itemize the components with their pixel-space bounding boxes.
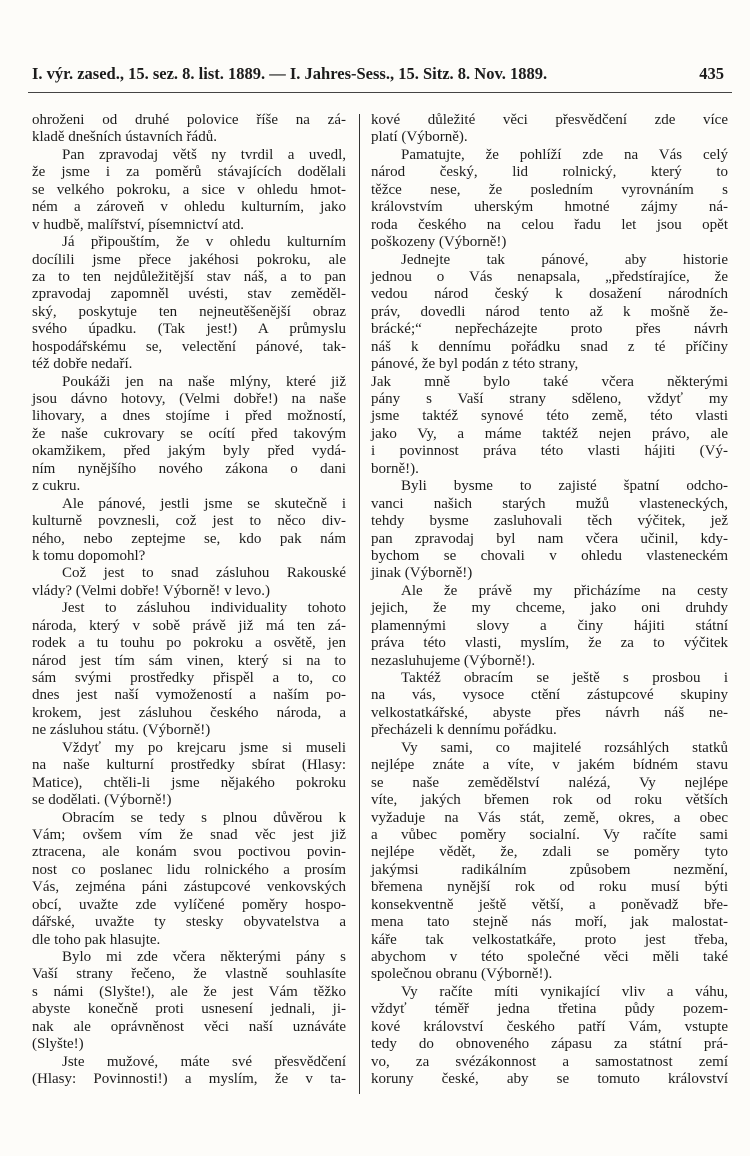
text-line: Poukáži jen na naše mlýny, které již: [62, 373, 346, 390]
text-line: vlády? (Velmi dobře! Výborně! v levo.): [32, 582, 270, 599]
text-line: lihovary, a dnes stojíme i před možností,: [32, 408, 346, 425]
text-line: Bylo mi zde včera některými pány s: [62, 949, 346, 965]
text-line: nejlépe znáte a víte, v jakém bídném stavu: [371, 757, 728, 774]
text-line: jsou dávno hotovy, (Velmi dobře!) na naše: [32, 391, 346, 407]
text-line: pány s Vaší strany sděleno, vždyť my: [371, 391, 728, 407]
paragraph: [371, 112, 728, 147]
paragraph: [32, 600, 346, 740]
text-line: roda českého na celou řadu let jsou opět: [371, 216, 728, 233]
text-line: národa, který v sobě právě již má ten zá-: [32, 617, 346, 634]
text-line: Vždyť my po krejcaru jsme si museli: [62, 739, 346, 756]
text-line: Taktéž obracím se ještě s prosbou i: [401, 670, 728, 686]
text-line: mena tato stejně nás moří, jak malostat-: [371, 914, 728, 931]
text-line: jako Vy, a máme taktéž nejen právo, ale: [371, 425, 728, 442]
header-title: I. výr. zased., 15. sez. 8. list. 1889. — I. Jahres-Sess., 15. Sitz. 8. Nov. 1889.: [32, 64, 548, 83]
text-line: jednou o Vás nenapsala, „předstírajíce, že: [371, 268, 728, 285]
text-line: Jednejte tak pánové, aby historie: [401, 251, 728, 268]
text-line: sám svými prostředky přispěl a to, co: [32, 670, 346, 686]
text-line: práva této vlasti, myslím, že za to výčitek: [371, 635, 728, 652]
text-line: za to ten nejdůležitější stav náš, a to pan: [32, 268, 346, 285]
text-line: v hudbě, malířství, písemnictví atd.: [32, 216, 245, 233]
text-line: kové království českého patří Vám, vstupte: [371, 1018, 728, 1035]
text-line: Byli bysme to zajisté špatní odcho-: [401, 478, 728, 495]
text-line: Vy račíte míti vynikající vliv a váhu,: [401, 983, 728, 1000]
paragraph: [371, 147, 728, 252]
text-line: abychom v této společné věci měli také: [371, 949, 728, 965]
text-line: kladě dnešních ústavních řádů.: [32, 129, 217, 146]
text-line: Jak mně bylo také včera některými: [371, 373, 728, 390]
text-line: dle toho pak hlasujte.: [32, 931, 161, 948]
text-line: (Slyšte!): [32, 1036, 84, 1053]
text-line: obcí, uvažte zde vylíčené poměry hospo-: [32, 896, 346, 913]
text-line: svého úpadku. (Tak jest!) A průmyslu: [32, 321, 346, 338]
text-line: dnes jest naší vymožeností a naším po-: [32, 687, 346, 704]
text-line: Vaší strany řečeno, že vlastně souhlasíte: [32, 966, 346, 983]
text-line: Matice), chtěli-li jsme nějakého pokroku: [32, 774, 346, 791]
text-line: i povinnost práva této vlasti hájiti (Vý-: [371, 443, 728, 460]
text-line: nejlépe vědět, že, zdali se poměry tyto: [371, 844, 728, 861]
text-line: platí (Výborně).: [371, 129, 468, 146]
text-line: Vás, zejména páni zástupcové venkovských: [32, 879, 346, 896]
text-line: jakýmsi radikálním způsobem nezmění,: [371, 861, 728, 878]
text-line: ohroženi od druhé polovice říše na zá-: [32, 112, 346, 128]
text-line: vo, za svézákonnost a samostatnost zemí: [371, 1053, 728, 1070]
text-line: nost co poslanec lidu rolnického a prosím: [32, 861, 346, 878]
text-line: že jsme i za poměrů stávajících dodělali: [32, 164, 346, 181]
right-column: [371, 112, 728, 1089]
text-line: Vám; ovšem vím že snad věc jest již: [32, 826, 346, 843]
text-line: krokem, jest zásluhou českého národa, a: [32, 704, 346, 721]
text-line: abyste konečně proti usnesení jednali, ji-: [32, 1001, 346, 1018]
paragraph: [32, 374, 346, 496]
text-line: vždyť téměř jedna třetina půdy pozem-: [371, 1001, 728, 1018]
text-line: náš k dennímu pořádku snad z té příčiny: [371, 338, 728, 355]
text-line: ne zásluhou státu. (Výborně!): [32, 722, 211, 739]
paragraph: [32, 740, 346, 810]
text-line: borně!).: [371, 460, 419, 477]
header-rule: [28, 92, 732, 93]
text-line: jinak (Výborně!): [371, 565, 473, 582]
paragraph: [32, 1054, 346, 1089]
text-line: práv, dovedli národ tento až k mošně že-: [371, 303, 728, 320]
text-line: brácké;“ nepřecházejte proto přes návrh: [371, 321, 728, 338]
text-line: vedou národ český k dosažení národních: [371, 286, 728, 303]
text-line: okamžikem, před jakým byly před vydá-: [32, 443, 346, 460]
text-line: k tomu dopomohl?: [32, 547, 146, 564]
text-line: přecházeli k dennímu pořádku.: [371, 722, 557, 739]
paragraph: [32, 565, 346, 600]
text-line: národ jest tím sám vinen, který si na to: [32, 652, 346, 669]
paragraph: [371, 670, 728, 740]
text-line: ztracena, ale konám svou poctivou povin-: [32, 844, 346, 861]
text-line: se naše zemědělství nalézá, Vy nejlépe: [371, 774, 728, 791]
text-line: na naše kulturní prostředky sbírat (Hlasy:: [32, 757, 346, 774]
text-line: se dodělati. (Výborně!): [32, 792, 172, 809]
text-line: kulturně povznesli, což jest to něco div-: [32, 513, 346, 530]
text-line: pan zpravodaj byl nam včera učinil, kdy-: [371, 530, 728, 547]
paragraph: [32, 112, 346, 147]
text-line: vanci našich starých mužů vlasteneckých,: [371, 495, 728, 512]
text-line: že naše cukrovary se ocítí před takovým: [32, 425, 346, 442]
paragraph: [32, 147, 346, 234]
text-line: docílili jsme přece jakéhosi pokroku, ale: [32, 251, 346, 268]
left-column: [32, 112, 346, 1089]
text-line: národ český, lid rolnický, který to: [371, 164, 728, 181]
text-line: zpravodaj zapomněl uvésti, stav zeměděl-: [32, 286, 346, 303]
text-line: Jest to zásluhou individuality tohoto: [62, 600, 346, 617]
text-line: jejich, že my chceme, jako oni druhdy: [371, 600, 728, 617]
paragraph: [32, 949, 346, 1054]
text-line: velkostatkářské, abyste přes návrh náš ne-: [371, 704, 728, 721]
text-line: na vás, vysoce ctění zástupcové skupiny: [371, 687, 728, 704]
text-line: (Hlasy: Povinnosti!) a myslím, že v ta-: [32, 1071, 346, 1088]
paragraph: [371, 478, 728, 583]
text-line: víte, jakých břemen rok od roku větších: [371, 792, 728, 809]
text-line: rodek a tu touhu po pokroku a osvětě, jen: [32, 635, 346, 652]
column-divider: [359, 114, 360, 1094]
paragraph: [371, 583, 728, 670]
text-line: se velkého pokroku, a sice v ohledu hmot-: [32, 181, 346, 198]
paragraph: [32, 234, 346, 374]
text-line: kové důležité věci přesvědčení zde více: [371, 112, 728, 128]
text-line: dářské, uvažte ty stesky obyvatelstva a: [32, 914, 346, 931]
text-line: tehdy bysme zasluhovali těch výčitek, jež: [371, 513, 728, 530]
text-line: Ale že právě my přicházíme na cesty: [401, 582, 728, 599]
text-line: koruny české, aby se tomuto království: [371, 1071, 728, 1088]
text-line: Vy sami, co majitelé rozsáhlých statků: [401, 739, 728, 756]
text-line: břemena nynější rok od roku musí býti: [371, 879, 728, 896]
running-header: [32, 64, 730, 88]
paragraph: [371, 740, 728, 984]
text-line: společnou obranu (Výborně!).: [371, 966, 553, 983]
text-line: těžce nese, že posledním vyrovnáním s: [371, 181, 728, 198]
text-line: konsekventně ještě větší, a poněvadž bře-: [371, 896, 728, 913]
text-line: ném a zároveň v ohledu kulturním, jako: [32, 199, 346, 216]
text-line: též dobře nedaří.: [32, 356, 133, 373]
text-line: Obracím se tedy s plnou důvěrou k: [62, 809, 346, 826]
text-line: Pan zpravodaj větš ny tvrdil a uvedl,: [62, 146, 346, 163]
text-line: plamennými slovy a činy hájiti státní: [371, 617, 728, 634]
text-line: jsme taktéž synové této země, této vlasti: [371, 408, 728, 425]
text-line: pánové, že byl podán z této strany,: [371, 356, 579, 373]
text-line: nak ale oprávněnost věci naší uznáváte: [32, 1018, 346, 1035]
text-line: Jste mužové, máte své přesvědčení: [62, 1053, 346, 1070]
paragraph: [371, 374, 728, 479]
page-number: 435: [699, 64, 724, 83]
text-line: královstvím uherským hmotné zájmy ná-: [371, 199, 728, 216]
text-line: ský, poskytuje ten nejneutěšenější obraz: [32, 303, 346, 320]
paragraph: [371, 984, 728, 1089]
text-line: poškozeny (Výborně!): [371, 234, 507, 251]
text-line: Což jest to snad zásluhou Rakouské: [62, 565, 346, 582]
text-line: z cukru.: [32, 478, 81, 495]
text-line: vyžaduje na Vás stát, země, okres, a obec: [371, 809, 728, 826]
text-line: tedy do obnoveného zápasu za státní prá-: [371, 1036, 728, 1053]
text-line: s námi (Slyšte!), ale že jest Vám těžko: [32, 983, 346, 1000]
text-line: Já připouštím, že v ohledu kulturním: [62, 234, 346, 251]
text-line: bychom se chovali v ohledu vlasteneckém: [371, 547, 728, 564]
text-line: nezasluhujeme (Výborně!).: [371, 652, 536, 669]
text-line: Pamatujte, že pohlíží zde na Vás celý: [401, 146, 728, 163]
text-line: káře tak velkostatkáře, proto jest třeba,: [371, 931, 728, 948]
text-line: ním nynějšího nového zákona o dani: [32, 460, 346, 477]
text-line: ného, nebo zeptejme se, kdo pak nám: [32, 530, 346, 547]
paragraph: [32, 496, 346, 566]
text-line: Ale pánové, jestli jsme se skutečně i: [62, 495, 346, 512]
text-line: hospodářskému se, velectění pánové, tak-: [32, 338, 346, 355]
paragraph: [32, 810, 346, 950]
paragraph: [371, 252, 728, 374]
text-line: a vůbec poměry socialní. Vy račíte sami: [371, 826, 728, 843]
